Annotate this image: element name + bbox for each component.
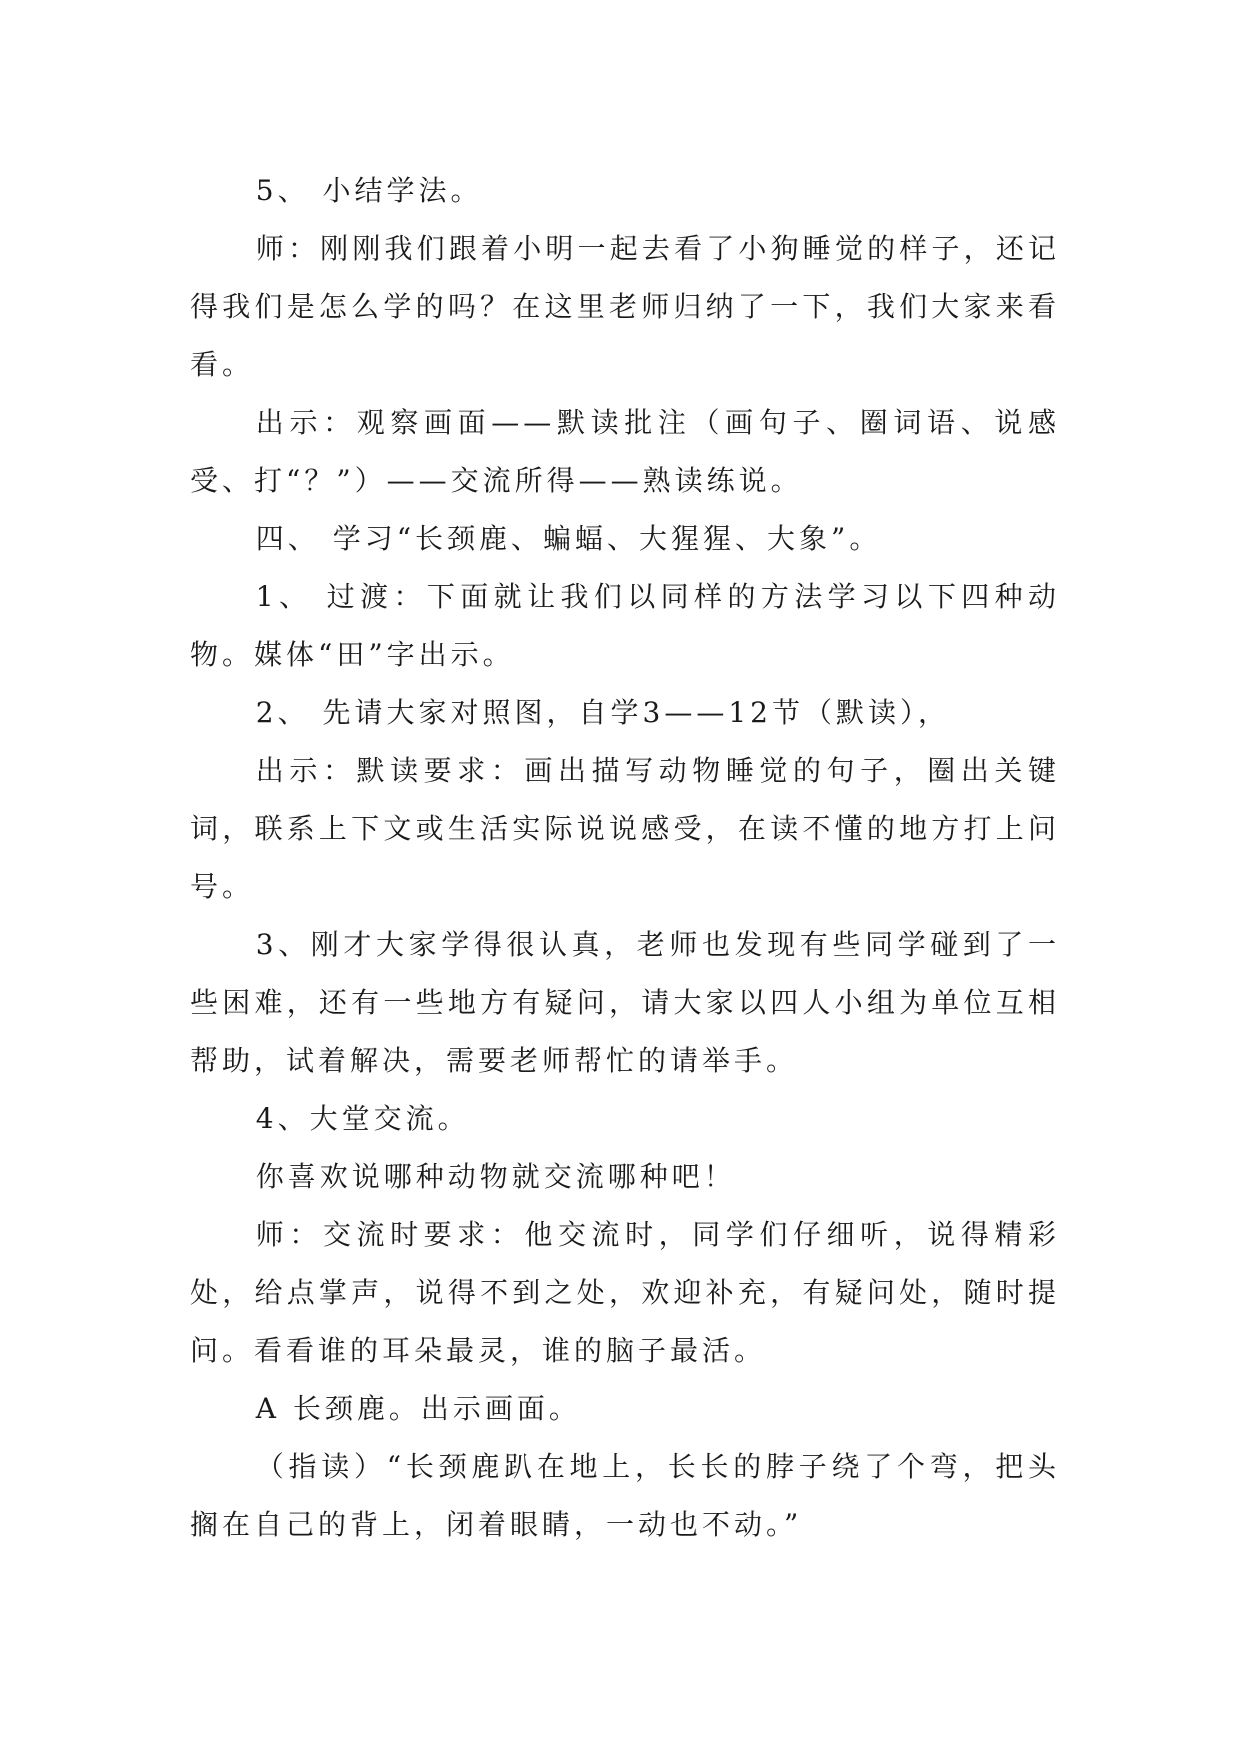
paragraph-class-exchange: 4、大堂交流。 [255, 1102, 470, 1135]
paragraph-giraffe-quote: （指读）“长颈鹿趴在地上，长长的脖子绕了个弯，把头搁在自己的背上，闭着眼睛，一动也不动。” [190, 1450, 1060, 1541]
paragraph-reading-requirements: 出示：默读要求：画出描写动物睡觉的句子，圈出关键词，联系上下文或生活实际说说感受，在读不懂的地方打上问号。 [190, 754, 1060, 903]
paragraph-choose-animal: 你喜欢说哪种动物就交流哪种吧！ [255, 1160, 736, 1193]
paragraph-teacher-recap: 师：刚刚我们跟着小明一起去看了小狗睡觉的样子，还记得我们是怎么学的吗？在这里老师归纳了一下，我们大家来看看。 [190, 232, 1060, 381]
document-body [190, 162, 1060, 1554]
paragraph-summary-method: 5、 小结学法。 [255, 174, 483, 207]
paragraph-giraffe-heading: A 长颈鹿。出示画面。 [255, 1392, 581, 1425]
paragraph-group-work: 3、刚才大家学得很认真，老师也发现有些同学碰到了一些困难，还有一些地方有疑问，请大家以四人小组为单位互相帮助，试着解决，需要老师帮忙的请举手。 [190, 928, 1060, 1077]
paragraph-section-four: 四、 学习“长颈鹿、蝙蝠、大猩猩、大象”。 [255, 522, 882, 555]
paragraph-exchange-rules: 师：交流时要求：他交流时，同学们仔细听，说得精彩处，给点掌声，说得不到之处，欢迎补充，有疑问处，随时提问。看看谁的耳朵最灵，谁的脑子最活。 [190, 1218, 1060, 1367]
paragraph-transition: 1、 过渡：下面就让我们以同样的方法学习以下四种动物。媒体“田”字出示。 [190, 580, 1060, 671]
paragraph-self-study: 2、 先请大家对照图，自学3——12节（默读）， [255, 696, 950, 729]
paragraph-show-steps: 出示：观察画面——默读批注（画句子、圈词语、说感受、打“？”）——交流所得——熟读练说。 [190, 406, 1060, 497]
